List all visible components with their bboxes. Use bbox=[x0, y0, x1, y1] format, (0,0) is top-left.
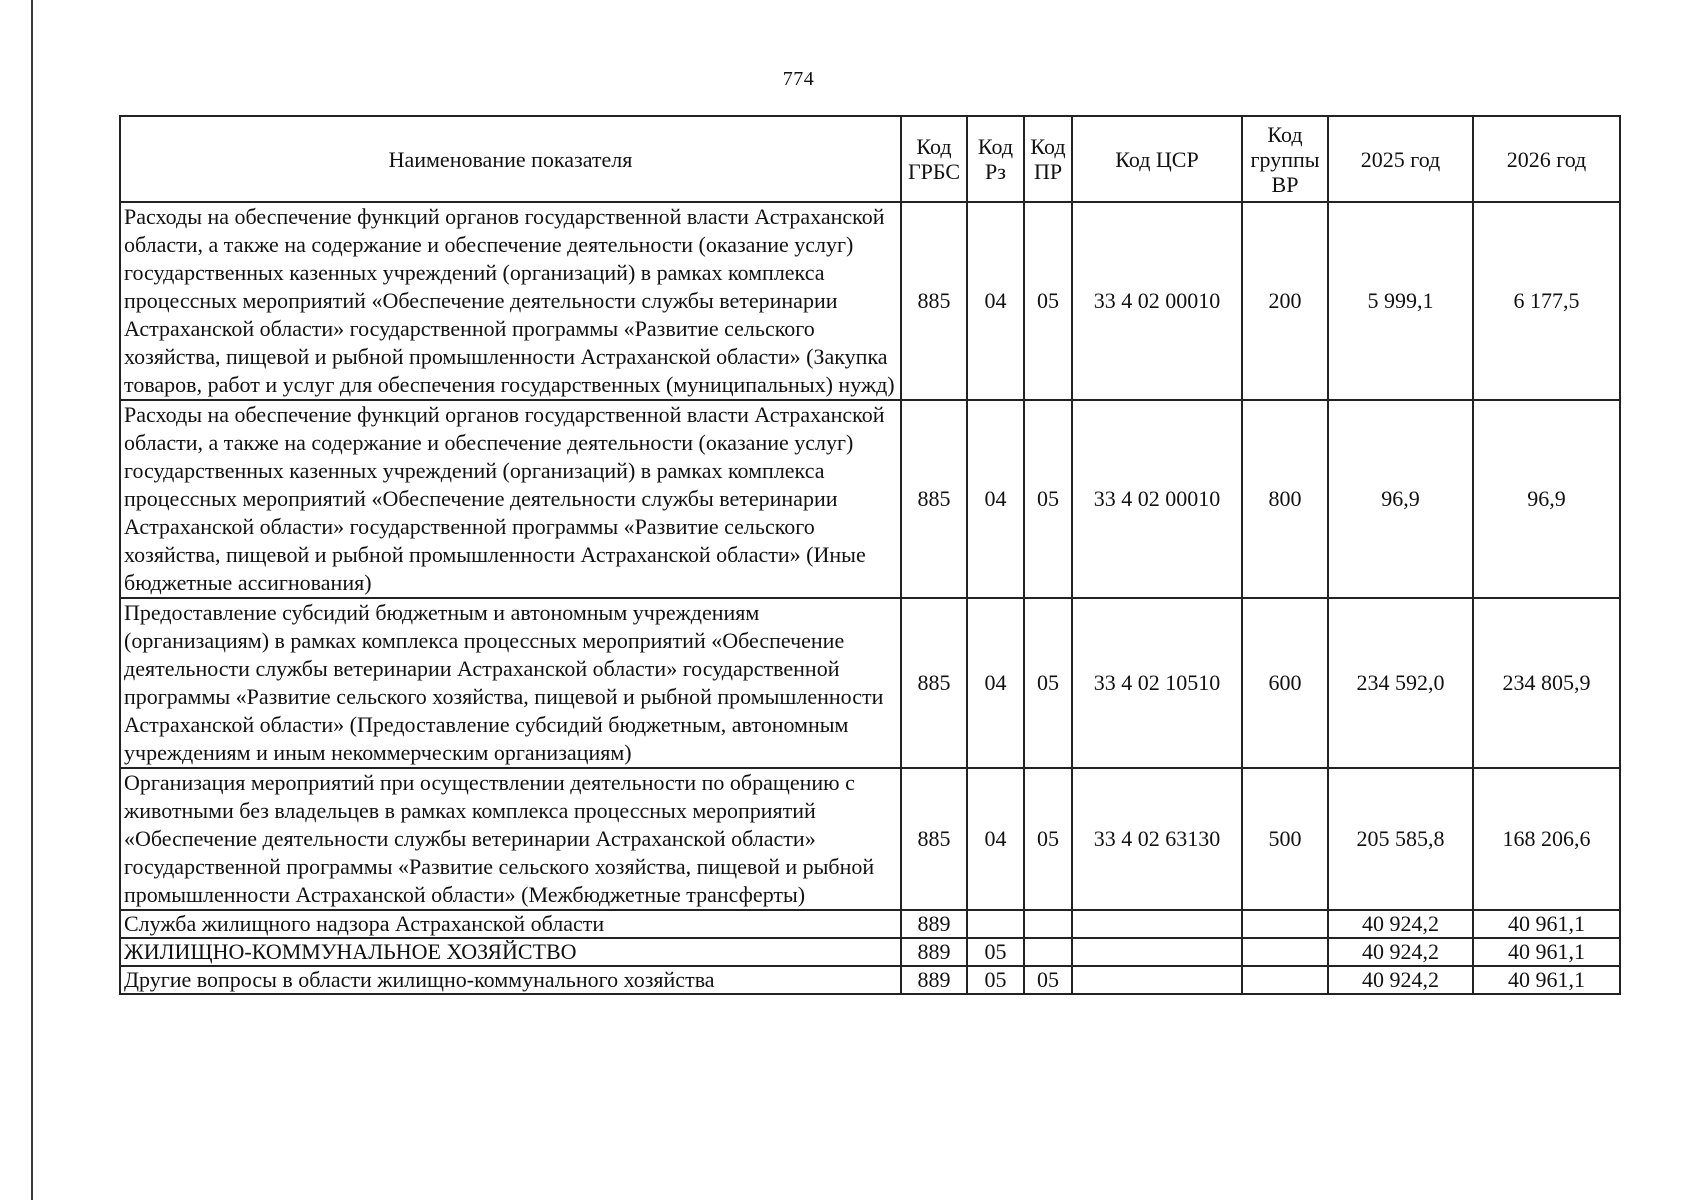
cell-vr: 500 bbox=[1242, 768, 1328, 910]
cell-rz: 05 bbox=[967, 966, 1024, 994]
page-number bbox=[0, 68, 1697, 91]
cell-2025: 5 999,1 bbox=[1328, 202, 1473, 400]
cell-vr bbox=[1242, 966, 1328, 994]
cell-name: Служба жилищного надзора Астраханской области bbox=[120, 910, 901, 938]
cell-pr: 05 bbox=[1024, 202, 1072, 400]
cell-2026: 234 805,9 bbox=[1473, 598, 1620, 768]
header-name: Наименование показателя bbox=[120, 116, 901, 202]
cell-2025: 40 924,2 bbox=[1328, 938, 1473, 966]
page-number-text: 774 bbox=[782, 68, 815, 90]
cell-2025: 96,9 bbox=[1328, 400, 1473, 598]
cell-rz: 04 bbox=[967, 768, 1024, 910]
header-grbs: Код ГРБС bbox=[901, 116, 967, 202]
cell-2026: 168 206,6 bbox=[1473, 768, 1620, 910]
page-margin-line bbox=[31, 0, 33, 1200]
cell-grbs: 889 bbox=[901, 910, 967, 938]
cell-pr: 05 bbox=[1024, 400, 1072, 598]
header-rz: Код Рз bbox=[967, 116, 1024, 202]
cell-pr: 05 bbox=[1024, 598, 1072, 768]
header-vr: Код группы ВР bbox=[1242, 116, 1328, 202]
cell-grbs: 885 bbox=[901, 400, 967, 598]
table-row bbox=[120, 910, 1620, 938]
header-pr: Код ПР bbox=[1024, 116, 1072, 202]
cell-rz: 04 bbox=[967, 202, 1024, 400]
cell-grbs: 889 bbox=[901, 966, 967, 994]
cell-2026: 40 961,1 bbox=[1473, 966, 1620, 994]
cell-2025: 40 924,2 bbox=[1328, 966, 1473, 994]
cell-vr bbox=[1242, 938, 1328, 966]
cell-grbs: 889 bbox=[901, 938, 967, 966]
cell-csr: 33 4 02 00010 bbox=[1072, 202, 1242, 400]
cell-csr: 33 4 02 10510 bbox=[1072, 598, 1242, 768]
cell-2025: 40 924,2 bbox=[1328, 910, 1473, 938]
header-2026: 2026 год bbox=[1473, 116, 1620, 202]
cell-rz: 05 bbox=[967, 938, 1024, 966]
cell-2026: 40 961,1 bbox=[1473, 910, 1620, 938]
cell-vr bbox=[1242, 910, 1328, 938]
cell-rz: 04 bbox=[967, 400, 1024, 598]
cell-2026: 40 961,1 bbox=[1473, 938, 1620, 966]
cell-name: Расходы на обеспечение функций органов государственной власти Астраханской области, а также на содержание и обеспечение деятельности (оказание услуг) государственных казенных учреждений (организаций) в рамках комплекса процессных мероприятий «Обеспечение деятельности службы ветеринарии Астраханской области» государственной программы «Развитие сельского хозяйства, пищевой и рыбной промышленности Астраханской области» (Иные бюджетные ассигнования) bbox=[120, 400, 901, 598]
table-row bbox=[120, 938, 1620, 966]
table-row bbox=[120, 400, 1620, 598]
cell-rz: 04 bbox=[967, 598, 1024, 768]
budget-table bbox=[119, 115, 1621, 995]
cell-grbs: 885 bbox=[901, 598, 967, 768]
cell-vr: 600 bbox=[1242, 598, 1328, 768]
cell-pr bbox=[1024, 910, 1072, 938]
cell-csr: 33 4 02 00010 bbox=[1072, 400, 1242, 598]
cell-2026: 96,9 bbox=[1473, 400, 1620, 598]
table-row bbox=[120, 202, 1620, 400]
cell-2025: 234 592,0 bbox=[1328, 598, 1473, 768]
table-row bbox=[120, 598, 1620, 768]
cell-grbs: 885 bbox=[901, 768, 967, 910]
cell-csr bbox=[1072, 966, 1242, 994]
cell-name: Расходы на обеспечение функций органов государственной власти Астраханской области, а также на содержание и обеспечение деятельности (оказание услуг) государственных казенных учреждений (организаций) в рамках комплекса процессных мероприятий «Обеспечение деятельности службы ветеринарии Астраханской области» государственной программы «Развитие сельского хозяйства, пищевой и рыбной промышленности Астраханской области» (Закупка товаров, работ и услуг для обеспечения государственных (муниципальных) нужд) bbox=[120, 202, 901, 400]
cell-grbs: 885 bbox=[901, 202, 967, 400]
cell-csr: 33 4 02 63130 bbox=[1072, 768, 1242, 910]
table-row bbox=[120, 966, 1620, 994]
cell-rz bbox=[967, 910, 1024, 938]
table-row bbox=[120, 768, 1620, 910]
cell-2025: 205 585,8 bbox=[1328, 768, 1473, 910]
cell-name: Другие вопросы в области жилищно-коммунального хозяйства bbox=[120, 966, 901, 994]
header-2025: 2025 год bbox=[1328, 116, 1473, 202]
cell-vr: 800 bbox=[1242, 400, 1328, 598]
cell-csr bbox=[1072, 910, 1242, 938]
table-header-row bbox=[120, 116, 1620, 202]
cell-vr: 200 bbox=[1242, 202, 1328, 400]
cell-pr: 05 bbox=[1024, 966, 1072, 994]
cell-csr bbox=[1072, 938, 1242, 966]
header-csr: Код ЦСР bbox=[1072, 116, 1242, 202]
cell-name: ЖИЛИЩНО-КОММУНАЛЬНОЕ ХОЗЯЙСТВО bbox=[120, 938, 901, 966]
cell-pr bbox=[1024, 938, 1072, 966]
cell-name: Организация мероприятий при осуществлении деятельности по обращению с животными без владельцев в рамках комплекса процессных мероприятий «Обеспечение деятельности службы ветеринарии Астраханской области» государственной программы «Развитие сельского хозяйства, пищевой и рыбной промышленности Астраханской области» (Межбюджетные трансферты) bbox=[120, 768, 901, 910]
cell-2026: 6 177,5 bbox=[1473, 202, 1620, 400]
cell-pr: 05 bbox=[1024, 768, 1072, 910]
cell-name: Предоставление субсидий бюджетным и автономным учреждениям (организациям) в рамках комплекса процессных мероприятий «Обеспечение деятельности службы ветеринарии Астраханской области» государственной программы «Развитие сельского хозяйства, пищевой и рыбной промышленности Астраханской области» (Предоставление субсидий бюджетным, автономным учреждениям и иным некоммерческим организациям) bbox=[120, 598, 901, 768]
